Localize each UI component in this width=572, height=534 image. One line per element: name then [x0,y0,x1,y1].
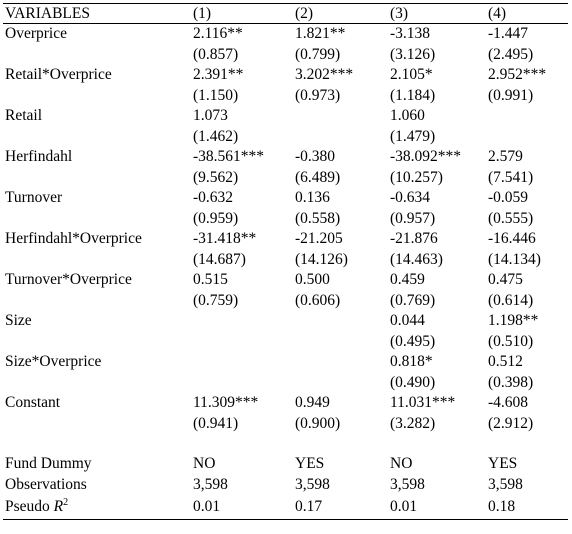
variable-label: Herfindahl [5,148,73,165]
std-error-cell: (14.134) [488,250,541,268]
std-error-cell [191,373,293,394]
coefficient-cell: 1.198** [488,312,539,329]
std-error-row [3,127,568,148]
variable-label: Turnover [5,189,63,206]
std-error-cell [293,373,388,394]
std-error-cell: (6.489) [295,168,341,186]
spacer-cell [388,434,486,454]
coef-row [3,270,568,291]
footer-row [3,454,568,475]
std-error-cell: (0.555) [488,209,534,227]
coefficient-cell [293,106,388,127]
std-error-cell: (0.490) [390,373,436,391]
coefficient-cell: -0.634 [390,189,431,206]
std-error-cell: (0.957) [390,209,436,227]
variable-label-empty [3,45,191,66]
coefficient-cell [293,352,388,373]
variable-label: Size [5,312,32,329]
coefficient-cell: -31.418** [193,230,257,247]
std-error-row [3,45,568,66]
footer-value: YES [295,455,325,472]
coefficient-cell: -16.446 [488,230,536,247]
std-error-cell: (2.495) [488,45,534,63]
std-error-cell: (0.991) [488,86,534,104]
coefficient-cell: -1.447 [488,25,529,42]
std-error-row [3,291,568,312]
header-col-4: (4) [486,4,568,24]
std-error-cell [293,332,388,353]
variable-label: Retail [5,107,43,124]
std-error-row [3,86,568,107]
coefficient-cell: 1.073 [193,107,228,124]
pseudo-r2-exponent: 2 [63,497,69,508]
std-error-cell: (0.900) [295,414,341,432]
variable-label-empty [3,332,191,353]
coefficient-cell: -21.876 [390,230,438,247]
std-error-cell: (0.959) [193,209,239,227]
coefficient-cell [191,352,293,373]
coefficient-cell: -3.138 [390,25,431,42]
header-col-1: (1) [191,4,293,24]
coefficient-cell: 11.309*** [193,394,259,411]
pseudo-r2-value: 0.18 [486,495,568,520]
variable-label: Size*Overprice [5,353,102,370]
std-error-cell: (0.614) [488,291,534,309]
std-error-cell: (0.606) [295,291,341,309]
coefficient-cell: -0.380 [295,148,336,165]
coefficient-cell: -0.059 [488,189,529,206]
coefficient-cell: 0.512 [488,353,523,370]
coefficient-cell: 2.105* [390,66,433,83]
coefficient-cell: 2.116** [193,25,243,42]
coefficient-cell: 1.060 [390,107,425,124]
coef-row [3,106,568,127]
footer-value: NO [193,455,216,472]
coefficient-cell: 2.391** [193,66,244,83]
coefficient-cell: 2.952*** [488,66,547,83]
std-error-cell: (1.462) [193,127,239,145]
coef-row [3,229,568,250]
coef-row [3,393,568,414]
coefficient-cell [293,311,388,332]
variable-label: Constant [5,394,61,411]
coef-row [3,147,568,168]
coef-row [3,188,568,209]
std-error-cell: (0.510) [488,332,534,350]
coefficient-cell: -38.092*** [390,148,462,165]
std-error-cell: (1.479) [390,127,436,145]
coefficient-cell: 0.044 [390,312,425,329]
footer-value: YES [488,455,518,472]
coefficient-cell: 0.136 [295,189,330,206]
std-error-cell: (0.799) [295,45,341,63]
spacer-cell [293,434,388,454]
variable-label: Herfindahl*Overprice [5,230,142,247]
coefficient-cell: 2.579 [488,148,523,165]
coefficient-cell: 0.500 [295,271,330,288]
variable-label-empty [3,168,191,189]
variable-label-empty [3,250,191,271]
header-row [3,4,568,24]
header-col-2: (2) [293,4,388,24]
pseudo-r2-label [3,495,191,520]
pseudo-r2-prefix: Pseudo [5,498,54,515]
variable-label: Overprice [5,25,67,42]
pseudo-r2-value: 0.01 [388,495,486,520]
std-error-cell: (0.769) [390,291,436,309]
coef-row [3,65,568,86]
coefficient-cell: -4.608 [488,394,529,411]
std-error-cell [191,332,293,353]
std-error-row [3,414,568,435]
footer-value: 3,598 [295,475,330,493]
footer-value: 3,598 [488,475,523,493]
regression-table [3,3,568,520]
std-error-cell: (0.398) [488,373,534,391]
std-error-cell: (10.257) [390,168,443,186]
spacer-cell [486,434,568,454]
pseudo-r2-row [3,495,568,520]
std-error-row [3,250,568,271]
std-error-row [3,168,568,189]
std-error-cell: (0.495) [390,332,436,350]
table-header [3,4,568,24]
coef-row [3,352,568,373]
std-error-cell: (9.562) [193,168,239,186]
std-error-cell: (0.857) [193,45,239,63]
std-error-cell: (7.541) [488,168,534,186]
variable-label-empty [3,127,191,148]
coefficient-cell: -21.205 [295,230,343,247]
std-error-cell: (14.463) [390,250,443,268]
coefficient-cell: -0.632 [193,189,234,206]
coef-row [3,24,568,45]
coefficient-cell [191,311,293,332]
footer-label: Observations [5,475,87,493]
std-error-cell: (1.184) [390,86,436,104]
spacer-cell [3,434,191,454]
coefficient-cell: 3.202*** [295,66,354,83]
variable-label: Turnover*Overprice [5,271,132,288]
footer-value: 3,598 [390,475,425,493]
std-error-cell: (1.150) [193,86,239,104]
coef-row [3,311,568,332]
pseudo-r2-symbol: R [53,498,64,515]
std-error-cell: (3.282) [390,414,436,432]
coefficient-cell [486,106,568,127]
std-error-cell: (2.912) [488,414,534,432]
std-error-cell: (3.126) [390,45,436,63]
spacer-cell [191,434,293,454]
variable-label: Retail*Overprice [5,66,112,83]
std-error-cell: (0.759) [193,291,239,309]
header-variables: VARIABLES [3,4,191,24]
table-body [3,24,568,520]
variable-label-empty [3,373,191,394]
pseudo-r2-value: 0.01 [191,495,293,520]
coefficient-cell: 0.475 [488,271,523,288]
variable-label-empty [3,86,191,107]
coefficient-cell: 0.818* [390,353,433,370]
std-error-cell: (14.126) [295,250,348,268]
std-error-cell: (14.687) [193,250,246,268]
variable-label-empty [3,209,191,230]
footer-value: 3,598 [193,475,228,493]
spacer-row [3,434,568,454]
std-error-cell: (0.941) [193,414,239,432]
pseudo-r2-value: 0.17 [293,495,388,520]
std-error-cell [486,127,568,148]
footer-row [3,475,568,496]
footer-value: NO [390,455,413,472]
std-error-row [3,332,568,353]
footer-label: Fund Dummy [5,455,92,472]
coefficient-cell: 0.949 [295,394,330,411]
std-error-row [3,373,568,394]
std-error-cell: (0.973) [295,86,341,104]
std-error-row [3,209,568,230]
header-col-3: (3) [388,4,486,24]
coefficient-cell: 11.031*** [390,394,456,411]
coefficient-cell: 1.821** [295,25,346,42]
coefficient-cell: 0.459 [390,271,425,288]
std-error-cell [293,127,388,148]
std-error-cell: (0.558) [295,209,341,227]
variable-label-empty [3,291,191,312]
coefficient-cell: 0.515 [193,271,228,288]
variable-label-empty [3,414,191,435]
coefficient-cell: -38.561*** [193,148,265,165]
